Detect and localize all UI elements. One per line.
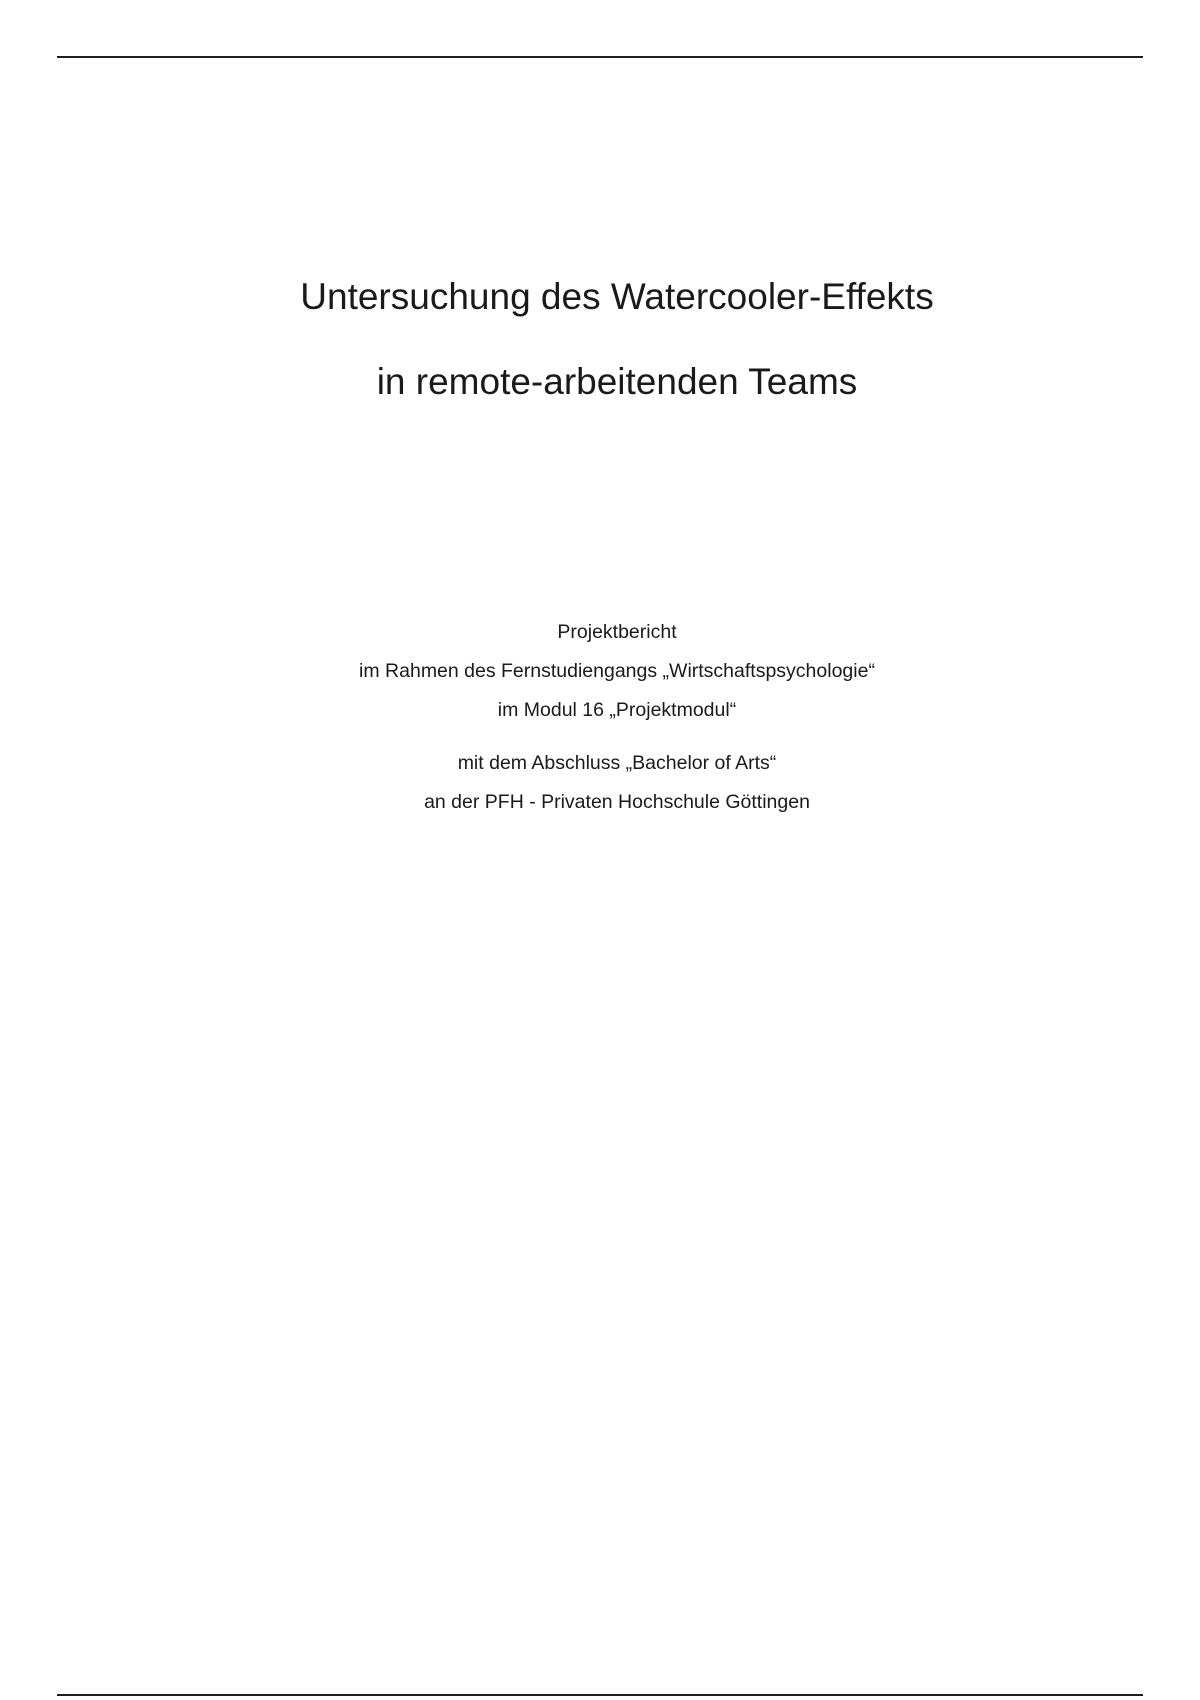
title-line-2: in remote-arbeitenden Teams — [376, 361, 858, 402]
report-description — [0, 613, 1200, 822]
top-rule — [57, 56, 1143, 58]
title-block — [0, 276, 1200, 403]
title-line-1: Untersuchung des Watercooler-Effekts — [300, 276, 934, 317]
study-program-line: im Rahmen des Fernstudiengangs „Wirtschaftspsychologie“ — [359, 660, 875, 682]
institution-line: an der PFH - Privaten Hochschule Göttingen — [424, 791, 810, 813]
degree-line: mit dem Abschluss „Bachelor of Arts“ — [457, 752, 777, 774]
bottom-rule — [57, 1694, 1143, 1696]
report-type: Projektbericht — [557, 621, 677, 643]
module-line: im Modul 16 „Projektmodul“ — [497, 699, 737, 721]
